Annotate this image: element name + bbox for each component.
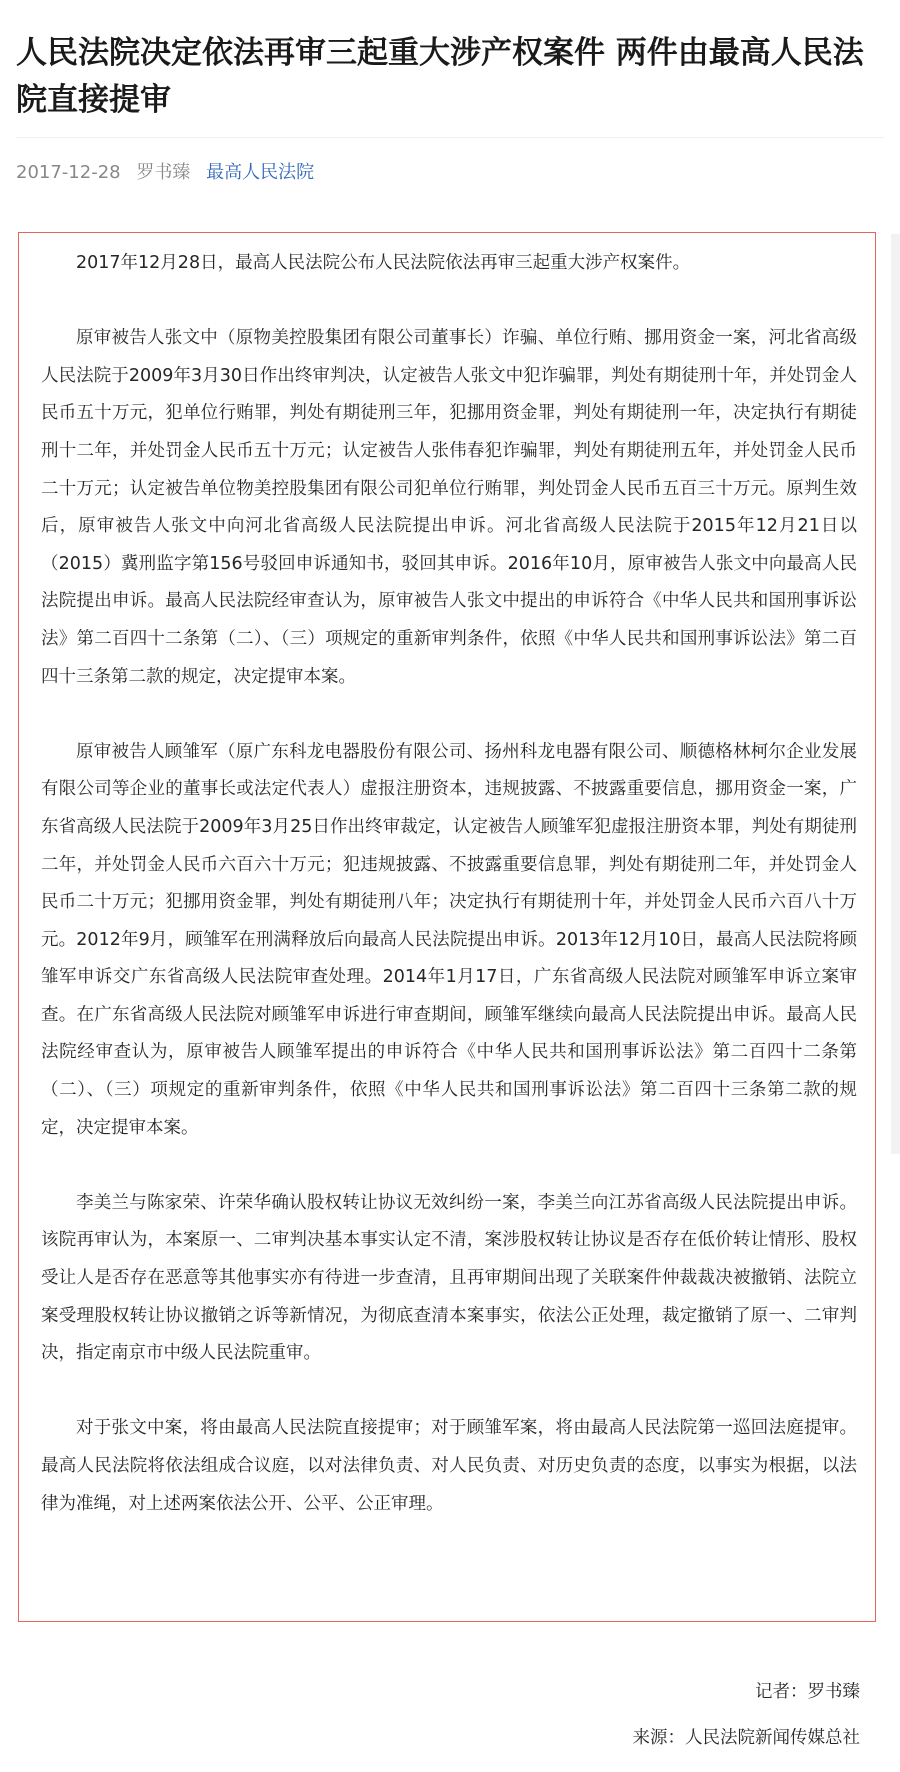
source-link[interactable]: 最高人民法院 (206, 162, 315, 183)
article-body (18, 232, 876, 1622)
source-credit: 来源：人民法院新闻传媒总社 (632, 1728, 860, 1748)
reporter-credit: 记者：罗书臻 (755, 1682, 860, 1702)
paragraph-zhang-case: 原审被告人张文中（原物美控股集团有限公司董事长）诈骗、单位行贿、挪用资金一案，河北省高级人民法院于2009年3月30日作出终审判决，认定被告人张文中犯诈骗罪，判处有期徒刑十年，并处罚金人民币五十万元，犯单位行贿罪，判处有期徒刑三年，犯挪用资金罪，判处有期徒刑一年，决定执行有期徒刑十二年，并处罚金人民币五十万元；认定被告人张伟春犯诈骗罪，判处有期徒刑五年，并处罚金人民币二十万元；认定被告单位物美控股集团有限公司犯单位行贿罪，判处罚金人民币五百三十万元。原判生效后，原审被告人张文中向河北省高级人民法院提出申诉。河北省高级人民法院于2015年12月21日以（2015）冀刑监字第156号驳回申诉通知书，驳回其申诉。2016年10月，原审被告人张文中向最高人民法院提出申诉。最高人民法院经审查认为，原审被告人张文中提出的申诉符合《中华人民共和国刑事诉讼法》第二百四十二条第（二）、（三）项规定的重新审判条件，依照《中华人民共和国刑事诉讼法》第二百四十三条第二款的规定，决定提审本案。 (41, 328, 857, 687)
paragraph-gap (41, 1373, 857, 1411)
publish-date: 2017-12-28 (16, 162, 121, 183)
paragraph-conclusion: 对于张文中案，将由最高人民法院直接提审；对于顾雏军案，将由最高人民法院第一巡回法庭提审。最高人民法院将依法组成合议庭，以对法律负责、对人民负责、对历史负责的态度，以事实为根据，以法律为准绳，对上述两案依法公开、公平、公正审理。 (41, 1418, 857, 1514)
title-divider (16, 137, 884, 138)
paragraph-gu-case: 原审被告人顾雏军（原广东科龙电器股份有限公司、扬州科龙电器有限公司、顺德格林柯尔企业发展有限公司等企业的董事长或法定代表人）虚报注册资本，违规披露、不披露重要信息，挪用资金一案，广东省高级人民法院于2009年3月25日作出终审裁定，认定被告人顾雏军犯虚报注册资本罪，判处有期徒刑二年，并处罚金人民币六百六十万元；犯违规披露、不披露重要信息罪，判处有期徒刑二年，并处罚金人民币二十万元；犯挪用资金罪，判处有期徒刑八年；决定执行有期徒刑十年，并处罚金人民币六百八十万元。2012年9月，顾雏军在刑满释放后向最高人民法院提出申诉。2013年12月10日，最高人民法院将顾雏军申诉交广东省高级人民法院审查处理。2014年1月17日，广东省高级人民法院对顾雏军申诉立案审查。在广东省高级人民法院对顾雏军申诉进行审查期间，顾雏军继续向最高人民法院提出申诉。最高人民法院经审查认为，原审被告人顾雏军提出的申诉符合《中华人民共和国刑事诉讼法》第二百四十二条第（二）、（三）项规定的重新审判条件，依照《中华人民共和国刑事诉讼法》第二百四十三条第二款的规定，决定提审本案。 (41, 741, 857, 1138)
paragraph-li-case: 李美兰与陈家荣、许荣华确认股权转让协议无效纠纷一案，李美兰向江苏省高级人民法院提出申诉。该院再审认为，本案原一、二审判决基本事实认定不清，案涉股权转让协议是否存在低价转让情形、股权受让人是否存在恶意等其他事实亦有待进一步查清，且再审期间出现了关联案件仲裁裁决被撤销、法院立案受理股权转让协议撤销之诉等新情况，为彻底查清本案事实，依法公正处理，裁定撤销了原一、二审判决，指定南京市中级人民法院重审。 (41, 1192, 857, 1364)
article-title: 人民法院决定依法再审三起重大涉产权案件 两件由最高人民法院直接提审 (16, 35, 864, 118)
scrollbar-track[interactable] (891, 234, 900, 1154)
paragraph-intro: 2017年12月28日，最高人民法院公布人民法院依法再审三起重大涉产权案件。 (76, 253, 691, 273)
article-meta (16, 158, 314, 184)
paragraph-gap (41, 283, 857, 321)
author-name: 罗书臻 (136, 162, 191, 183)
paragraph-gap (41, 696, 857, 734)
paragraph-gap (41, 1147, 857, 1185)
